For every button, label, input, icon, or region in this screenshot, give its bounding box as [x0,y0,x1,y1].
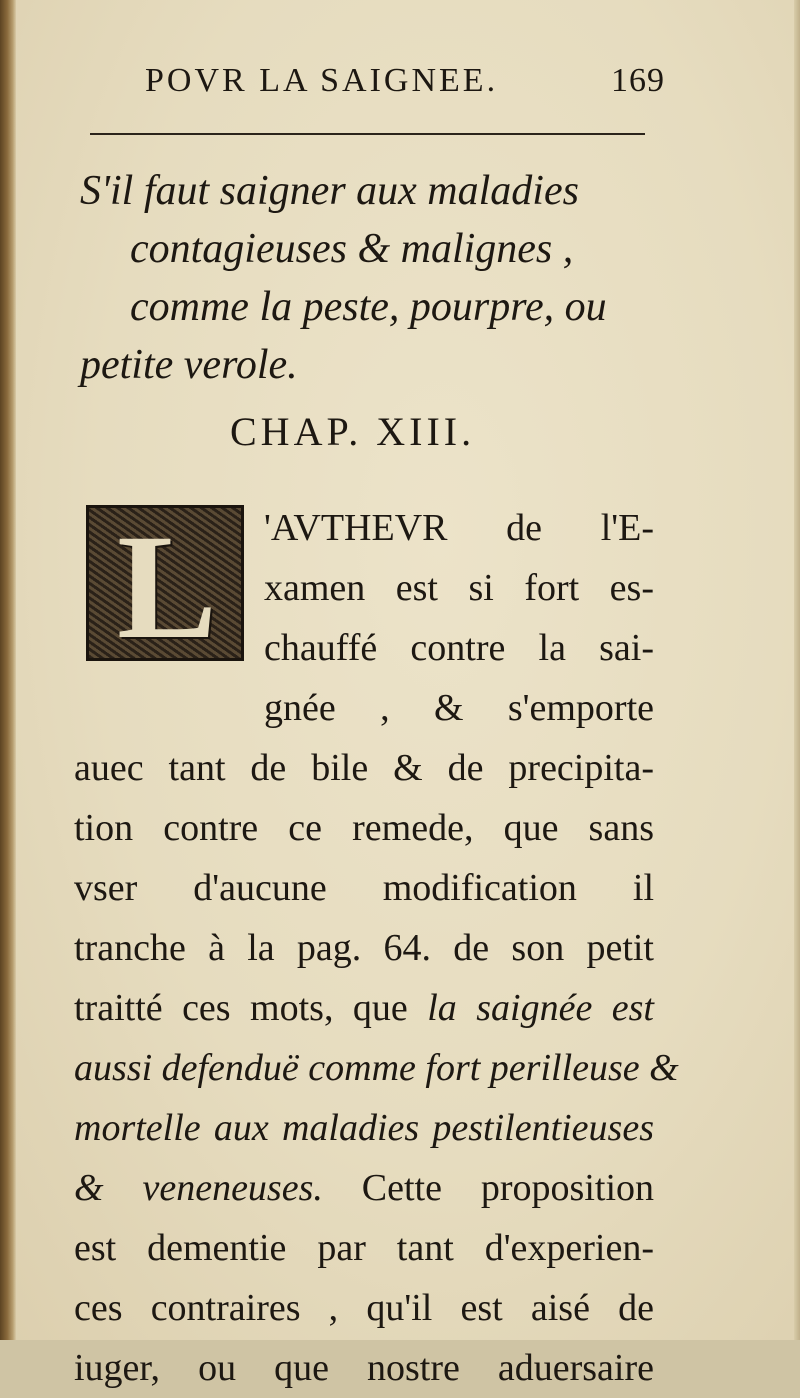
quoted-text: & veneneuses. [74,1167,323,1209]
page-number: 169 [611,62,665,99]
chapter-number: CHAP. XIII. [230,409,476,454]
chapter-title [80,162,700,394]
initial-letter: L [117,504,218,670]
page-edge [794,0,800,1340]
text-line: tranche à la pag. 64. de son petit [74,927,654,969]
text-line: iuger, ou que nostre aduersaire [74,1347,654,1389]
running-head: POVR LA SAIGNEE. [145,62,499,99]
text-segment: traitté ces mots, que [74,987,428,1029]
chapter-title-line: petite verole. [80,342,298,388]
chapter-title-line: comme la peste, pourpre, ou [130,284,607,330]
text-line [74,978,654,1038]
chapter-title-line: contagieuses & malignes , [130,226,574,272]
text-segment: Cette proposition [322,1167,654,1209]
quoted-line: mortelle aux maladies pestilentieuses [74,1107,654,1149]
quoted-text: la saignée est [427,987,654,1029]
quoted-line: aussi defenduë comme fort perilleuse & [74,1047,679,1089]
book-binding [0,0,16,1340]
text-line: 'AVTHEVR de l'E- [264,507,654,549]
text-line: vser d'aucune modification il [74,867,654,909]
text-line: xamen est si fort es- [264,567,654,609]
text-line: gnée , & s'emporte [264,687,654,729]
text-line: est dementie par tant d'experien- [74,1227,654,1269]
body-text [74,498,679,1398]
page-header [145,62,665,106]
text-line: ces contraires , qu'il est aisé de [74,1287,654,1329]
header-rule [90,133,645,135]
text-line: auec tant de bile & de precipita- [74,747,654,789]
chapter-title-line: S'il faut saigner aux maladies [80,168,579,214]
text-line: chauffé contre la sai- [264,627,654,669]
text-line [74,1158,654,1218]
text-line: tion contre ce remede, que sans [74,807,654,849]
